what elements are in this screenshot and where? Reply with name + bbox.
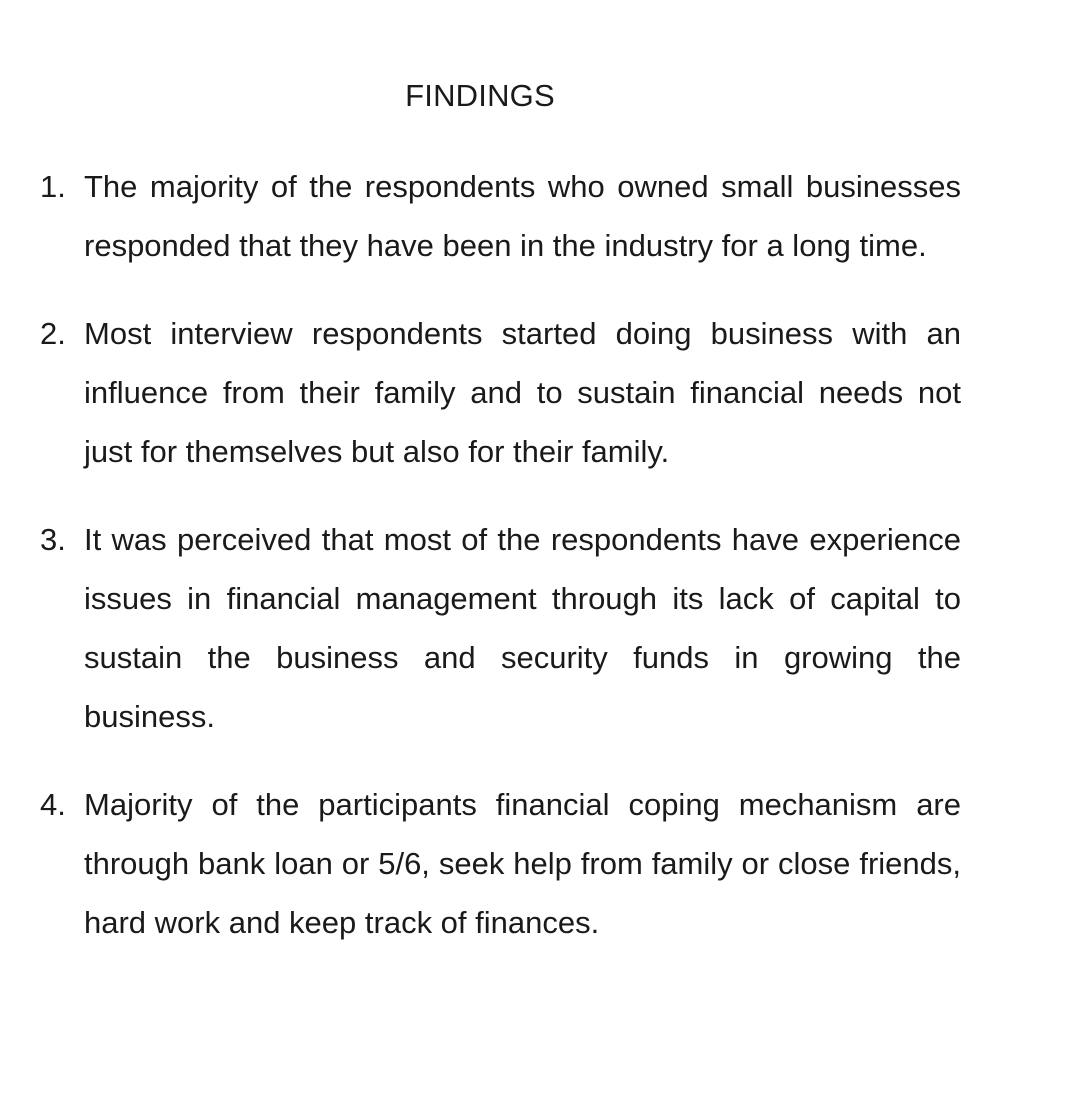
finding-item-4 [40,775,961,952]
finding-text: It was perceived that most of the respondents have experience issues in financial management through its lack of capital to sustain the business and security funds in growing the business. [84,522,961,734]
finding-number: 4. [40,787,66,822]
finding-item-3 [40,510,961,746]
finding-item-2 [40,304,961,481]
findings-list [40,157,961,981]
finding-text: Most interview respondents started doing business with an influence from their family and to sustain financial needs not just for themselves but also for their family. [84,316,961,469]
finding-text: The majority of the respondents who owned small businesses responded that they have been in the industry for a long time. [84,169,961,263]
page-title: FINDINGS [405,78,555,113]
finding-text: Majority of the participants financial coping mechanism are through bank loan or 5/6, seek help from family or close friends, hard work and keep track of finances. [84,787,961,940]
finding-item-1 [40,157,961,275]
finding-number: 1. [40,169,66,204]
finding-number: 2. [40,316,66,351]
finding-number: 3. [40,522,66,557]
